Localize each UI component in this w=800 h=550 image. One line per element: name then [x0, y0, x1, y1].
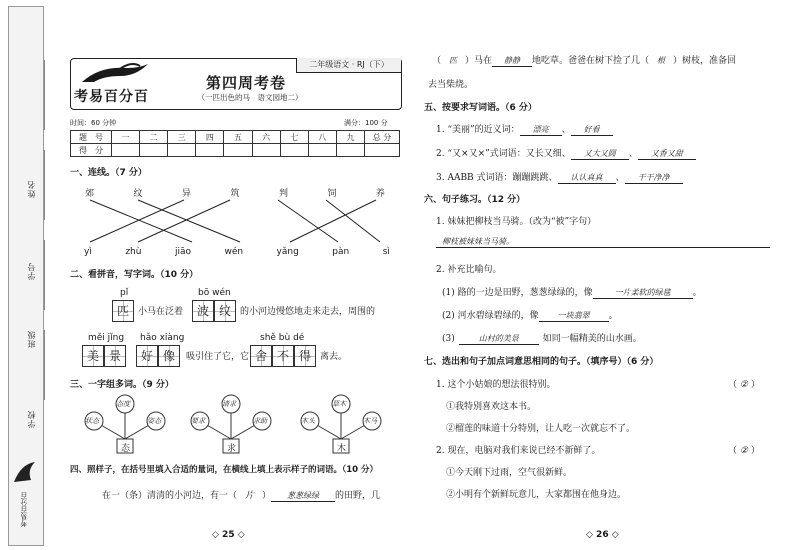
score-cell[interactable]: [336, 144, 364, 157]
divider: [44, 150, 45, 220]
school-label: 学校: [27, 410, 36, 428]
pinyin: pǐ: [120, 288, 129, 298]
continued-line: （ 匹 ）马在 静静 地吃草。爸爸在树下捡了几（ 根 ）树枝，准备回: [432, 56, 737, 66]
tree-leaf: 态度: [116, 400, 130, 408]
answer-measure-word[interactable]: 匹: [449, 56, 458, 65]
tree-root-char: 态: [121, 444, 131, 454]
table-cell: 九: [336, 131, 364, 144]
score-cell[interactable]: [224, 144, 252, 157]
paper-title: 第四周考卷: [205, 74, 286, 92]
divider: [44, 60, 45, 130]
answer-choice: ②: [739, 446, 748, 456]
table-cell: 八: [308, 131, 336, 144]
section-2-heading: 二、看拼音，写字词。（10 分）: [70, 270, 199, 280]
answer-grid-cell[interactable]: 得: [294, 345, 316, 367]
pinyin: bō wén: [198, 288, 231, 298]
tree-root-char: 木: [337, 444, 347, 454]
section-3-heading: 三、一字组多词。（9 分）: [70, 380, 174, 390]
sentence-text: 去当柴烧。: [428, 80, 474, 90]
grade-tag: 二年级语文 · RJ（下）: [296, 58, 401, 73]
question: 2. “又×又×”式词语：又长又细、 又大又圆 、 又香又甜: [436, 146, 696, 160]
score-cell[interactable]: [196, 144, 224, 157]
table-cell: 总 分: [365, 131, 400, 144]
answer-grid-cell[interactable]: 美: [82, 345, 104, 367]
match-char: 异: [181, 189, 191, 199]
answer-paren[interactable]: （ ② ）: [728, 380, 760, 390]
spine-brand: [9, 458, 39, 538]
match-pinyin: wén: [224, 247, 244, 257]
sentence-text: 小马在泛着: [138, 307, 184, 317]
tree-leaf: 请求: [222, 400, 236, 408]
brand-horse-icon: [9, 458, 39, 488]
table-cell: 二: [140, 131, 168, 144]
sentence-text: 地吃草。爸爸在树下捡了几（: [532, 56, 650, 66]
table-cell: 四: [196, 131, 224, 144]
question-text: (3): [442, 334, 455, 344]
match-pinyin: zhù: [125, 247, 142, 257]
score-cell[interactable]: [112, 144, 140, 157]
logo-text: 考易百分百: [74, 89, 149, 105]
tree-root-char: 求: [227, 444, 237, 454]
pinyin: hǎo xiàng: [140, 333, 185, 343]
answer-grid-cell[interactable]: 波: [192, 300, 214, 322]
answer-blank[interactable]: 又大又圆: [571, 148, 629, 160]
match-pinyin: jiāo: [174, 247, 191, 257]
answer-blank[interactable]: 好看: [571, 124, 613, 136]
answer-blank[interactable]: 漂亮: [520, 124, 562, 136]
word-tree: [296, 393, 386, 455]
question: 1. “美丽”的近义词： 漂亮 、 好看: [436, 122, 613, 136]
answer-grid-cell[interactable]: 像: [158, 345, 180, 367]
divider: [44, 240, 45, 310]
time-label: 时间：60 分钟: [70, 119, 117, 127]
score-table-header-row: [71, 131, 400, 144]
table-cell: 五: [224, 131, 252, 144]
answer-blank[interactable]: 干干净净: [625, 172, 683, 184]
question-text: 2. “又×又×”式词语：又长又细、: [436, 149, 571, 159]
question-text: 1. 妹妹把柳枝当马骑。（改为“被”字句）: [436, 217, 597, 227]
tree-leaf: 状态: [85, 417, 99, 425]
score-table: [70, 130, 400, 157]
table-cell: 三: [168, 131, 196, 144]
word-tree: [186, 393, 276, 455]
score-cell[interactable]: [365, 144, 400, 157]
match-char: 养: [375, 189, 385, 199]
section-5-heading: 五、按要求写词语。（6 分）: [424, 103, 537, 113]
pinyin: shě bù dé: [260, 333, 305, 343]
question: (1) 路的一边是田野，葱葱绿绿的，像 一片柔软的绿毯 。: [442, 288, 702, 298]
sentence-text: ）: [262, 491, 272, 501]
tree-leaf: 要求: [191, 417, 205, 425]
match-char: 判: [278, 189, 288, 199]
tree-leaf: 草木: [332, 400, 346, 408]
match-pinyin: pàn: [332, 247, 350, 257]
table-cell: 一: [112, 131, 140, 144]
answer-blank[interactable]: 葱葱绿绿: [271, 490, 335, 502]
match-pinyin: yǎng: [276, 247, 299, 257]
score-cell[interactable]: [308, 144, 336, 157]
section-7-heading: 七、选出和句子加点词意思相同的句子。（填序号）（6 分）: [424, 357, 659, 367]
option-text: ①今天刚下过雨，空气很新鲜。: [446, 468, 573, 478]
tree-leaf: 求助: [253, 417, 267, 425]
match-char: 郊: [85, 189, 95, 199]
sentence-text: 离去。: [320, 352, 348, 362]
question-text: 2. 补充比喻句。: [436, 265, 502, 275]
answer-measure-word[interactable]: 根: [657, 56, 666, 65]
match-pinyin: sì: [382, 247, 390, 257]
paper-subtitle: （一匹出色的马 语文园地二）: [197, 93, 303, 102]
score-cell[interactable]: [252, 144, 280, 157]
question-text: 2. 现在，电脑对我们来说已经不新鲜了。: [436, 446, 601, 456]
table-cell: 七: [280, 131, 308, 144]
score-cell[interactable]: [280, 144, 308, 157]
answer-blank[interactable]: 认认真真: [558, 172, 616, 184]
question-text: 如同一幅精美的山水画。: [542, 334, 642, 344]
sentence-text: 吸引住了它，它: [186, 352, 250, 362]
question: (2) 河水碧绿碧绿的，像 一块翡翠 。: [442, 311, 618, 321]
question: [442, 331, 642, 345]
section-1-heading: 一、连线。（7 分）: [70, 168, 147, 178]
student-id-label: 学号: [27, 262, 36, 280]
answer-blank[interactable]: 山村的美景: [459, 333, 539, 345]
sentence-text: ）树枝，准备回: [673, 56, 737, 66]
answer-grid-cell[interactable]: 好: [136, 345, 158, 367]
match-char: 筑: [230, 189, 240, 199]
answer-grid-cell[interactable]: 匹: [112, 300, 134, 322]
pinyin: měi jǐng: [88, 333, 125, 343]
table-cell: 六: [252, 131, 280, 144]
table-cell: 得 分: [71, 144, 112, 157]
question-text: (1) 路的一边是田野，葱葱绿绿的，像: [442, 288, 593, 298]
answer-blank[interactable]: 静静: [492, 55, 532, 67]
tree-leaf: 木马: [363, 417, 377, 425]
sentence-text: 的小河边慢悠地走来走去，周围的: [240, 307, 376, 317]
question-text: 1. 这个小姑娘的想法很特别。: [436, 380, 556, 390]
logo: [72, 62, 184, 106]
tree-leaf: 木头: [301, 417, 315, 425]
answer-grid-cell[interactable]: 景: [104, 345, 126, 367]
score-cell[interactable]: [140, 144, 168, 157]
answer-blank[interactable]: 一片柔软的绿毯: [593, 287, 693, 299]
page-number-left: ◇ 25 ◇: [212, 530, 245, 540]
match-char: 纹: [133, 189, 143, 199]
match-pinyin: yì: [84, 247, 92, 257]
matching-pinyin-row: [84, 247, 390, 257]
sentence-text: 在一（条）清清的小河边，有一（: [102, 491, 238, 501]
option-text: ②小明有个新鲜玩意儿，大家都围在他身边。: [446, 490, 627, 500]
full-score-label: 满分：100 分: [344, 119, 388, 127]
divider: [44, 330, 45, 400]
answer-paren[interactable]: （ ② ）: [728, 446, 760, 456]
option-text: ①我特别喜欢这本书。: [446, 402, 537, 412]
tree-leaf: 姿态: [147, 417, 161, 425]
question: 3. AABB 式词语：蹦蹦跳跳、 认认真真 、 干干净净: [436, 170, 683, 184]
answer-line: [436, 247, 770, 248]
match-char: 饲: [327, 189, 337, 199]
answer-grid-cell[interactable]: 纹: [214, 300, 236, 322]
option-text: ②榴莲的味道十分特别，让人吃一次就忘不了。: [446, 424, 636, 434]
question-text: 3. AABB 式词语：蹦蹦跳跳、: [436, 173, 558, 183]
sentence-text: 的田野，几: [335, 491, 381, 501]
answer-grid-cell[interactable]: 舍: [250, 345, 272, 367]
word-tree: [80, 393, 170, 455]
logo-horse-icon: [80, 62, 150, 84]
answer-blank[interactable]: 一块翡翠: [539, 310, 609, 322]
score-table-score-row: [71, 144, 400, 157]
answer-line-text[interactable]: 柳枝被妹妹当马骑。: [442, 237, 514, 246]
answer-grid-cell[interactable]: 不: [272, 345, 294, 367]
section-4-heading: 四、照样子，在括号里填入合适的量词，在横线上填上表示样子的词语。（10 分）: [70, 465, 379, 475]
sentence-text: ）马在: [465, 56, 493, 66]
section-6-heading: 六、句子练习。（12 分）: [424, 195, 526, 205]
question-text: (2) 河水碧绿碧绿的，像: [442, 311, 539, 321]
matching-lines: [80, 198, 400, 246]
name-label: 姓名: [27, 180, 36, 198]
answer-blank[interactable]: 又香又甜: [638, 148, 696, 160]
answer-choice: ②: [739, 380, 748, 390]
score-cell[interactable]: [168, 144, 196, 157]
question-text: 1. “美丽”的近义词：: [436, 125, 520, 135]
table-cell: 题 号: [71, 131, 112, 144]
sentence-line: [102, 488, 380, 502]
spine-brand-text: 考易百分百: [20, 492, 28, 527]
page-number-right: ◇ 26 ◇: [586, 530, 619, 540]
answer-measure-word[interactable]: 片: [245, 491, 255, 501]
class-label: 班级: [27, 330, 36, 348]
